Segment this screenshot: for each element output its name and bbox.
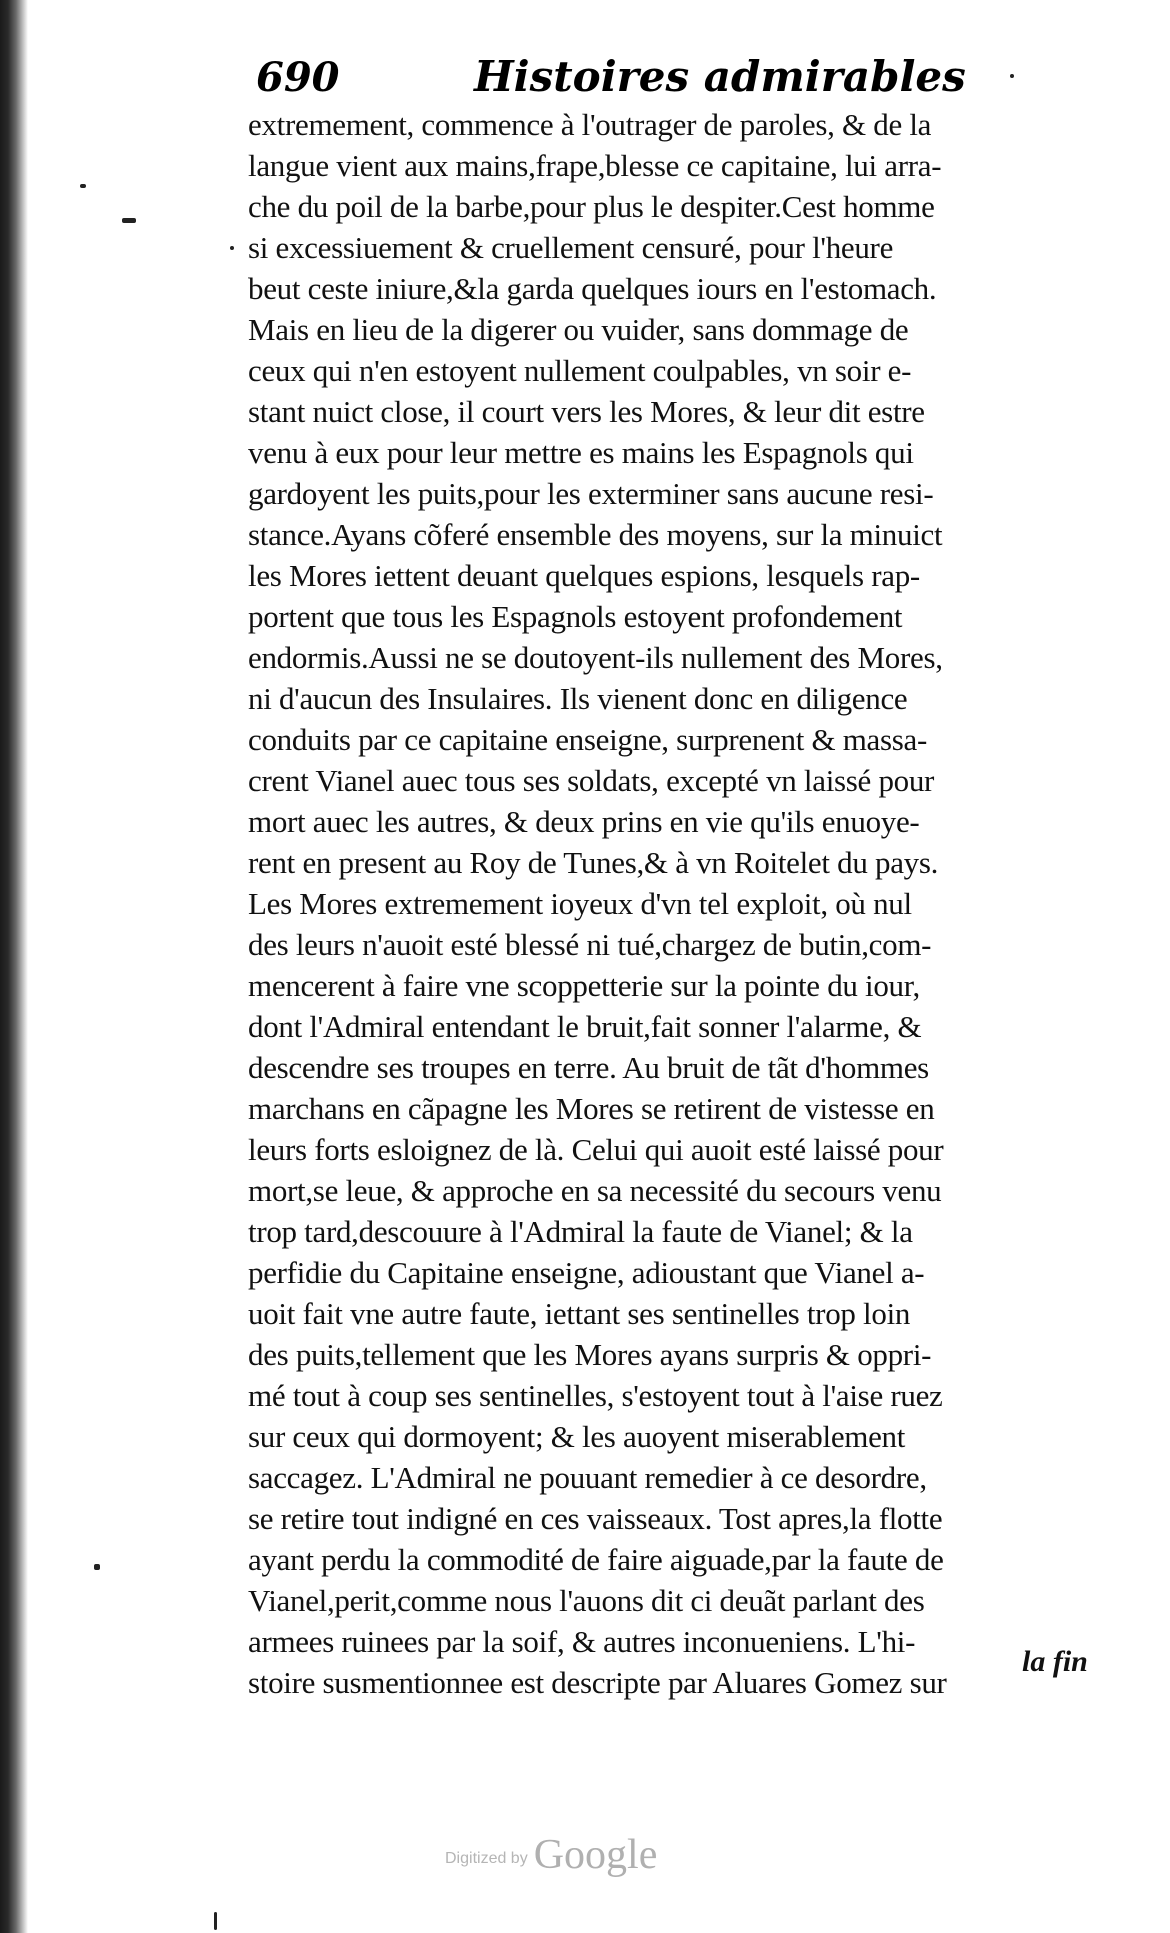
text-line: mencerent à faire vne scoppetterie sur la pointe du iour, — [248, 968, 920, 1003]
text-line: gardoyent les puits,pour les exterminer sans aucune resi- — [248, 476, 934, 511]
text-line: venu à eux pour leur mettre es mains les Espagnols qui — [248, 435, 914, 470]
digitization-watermark — [445, 1826, 735, 1876]
running-head: Histoires admirables — [474, 52, 966, 101]
text-line: des leurs n'auoit esté blessé ni tué,chargez de butin,com- — [248, 927, 932, 962]
text-line: mort,se leue, & approche en sa necessité du secours venu — [248, 1173, 942, 1208]
text-line: dont l'Admiral entendant le bruit,fait sonner l'alarme, & — [248, 1009, 922, 1044]
text-line: des puits,tellement que les Mores ayans surpris & oppri- — [248, 1337, 932, 1372]
text-line: endormis.Aussi ne se doutoyent-ils nullement des Mores, — [248, 640, 943, 675]
text-line: crent Vianel auec tous ses soldats, excepté vn laissé pour — [248, 763, 935, 798]
text-line: stant nuict close, il court vers les Mores, & leur dit estre — [248, 394, 925, 429]
text-line: perfidie du Capitaine enseigne, adioustant que Vianel a- — [248, 1255, 925, 1290]
text-line: che du poil de la barbe,pour plus le despiter.Cest homme — [248, 189, 935, 224]
text-line: conduits par ce capitaine enseigne, surprenent & massa- — [248, 722, 928, 757]
binding-gutter-shadow — [0, 0, 28, 1933]
text-line: descendre ses troupes en terre. Au bruit de tãt d'hommes — [248, 1050, 929, 1085]
text-line: ceux qui n'en estoyent nullement coulpables, vn soir e- — [248, 353, 912, 388]
page-header — [256, 48, 966, 108]
page-number: 690 — [256, 54, 340, 101]
text-line: saccagez. L'Admiral ne pouuant remedier à ce desordre, — [248, 1460, 927, 1495]
margin-mark — [94, 1564, 100, 1570]
text-line: stance.Ayans cõferé ensemble des moyens, sur la minuict — [248, 517, 943, 552]
margin-mark — [122, 218, 136, 223]
watermark-logo: Google — [533, 1832, 658, 1878]
text-line: leurs forts esloignez de là. Celui qui auoit esté laissé pour — [248, 1132, 944, 1167]
text-line: ayant perdu la commodité de faire aiguade,par la faute de — [248, 1542, 944, 1577]
margin-mark — [230, 246, 234, 250]
catchword: la fin — [1022, 1645, 1088, 1678]
text-line: se retire tout indigné en ces vaisseaux. Tost apres,la flotte — [248, 1501, 943, 1536]
margin-mark — [214, 1912, 217, 1930]
text-line: les Mores iettent deuant quelques espions, lesquels rap- — [248, 558, 920, 593]
text-line: uoit fait vne autre faute, iettant ses sentinelles trop loin — [248, 1296, 911, 1331]
text-line: si excessiuement & cruellement censuré, pour l'heure — [248, 230, 894, 265]
text-line: Vianel,perit,comme nous l'auons dit ci deuãt parlant des — [248, 1583, 925, 1618]
text-line: langue vient aux mains,frape,blesse ce capitaine, lui arra- — [248, 148, 942, 183]
text-line: Mais en lieu de la digerer ou vuider, sans dommage de — [248, 312, 909, 347]
text-line: portent que tous les Espagnols estoyent profondement — [248, 599, 903, 634]
margin-mark — [1010, 74, 1014, 78]
text-line: mé tout à coup ses sentinelles, s'estoyent tout à l'aise ruez — [248, 1378, 943, 1413]
text-line: sur ceux qui dormoyent; & les auoyent miserablement — [248, 1419, 906, 1454]
text-line: beut ceste iniure,&la garda quelques iours en l'estomach. — [248, 271, 937, 306]
text-line: trop tard,descouure à l'Admiral la faute de Vianel; & la — [248, 1214, 913, 1249]
margin-mark — [80, 184, 86, 188]
text-line: marchans en cãpagne les Mores se retirent de vistesse en — [248, 1091, 935, 1126]
text-line: armees ruinees par la soif, & autres inconueniens. L'hi- — [248, 1624, 916, 1659]
text-line: rent en present au Roy de Tunes,& à vn Roitelet du pays. — [248, 845, 939, 880]
body-text — [248, 104, 1118, 1703]
text-line: Les Mores extremement ioyeux d'vn tel exploit, où nul — [248, 886, 912, 921]
text-line: stoire susmentionnee est descripte par Aluares Gomez sur — [248, 1665, 947, 1700]
text-line: ni d'aucun des Insulaires. Ils vienent donc en diligence — [248, 681, 908, 716]
text-line: extremement, commence à l'outrager de paroles, & de la — [248, 107, 932, 142]
text-line: mort auec les autres, & deux prins en vie qu'ils enuoye- — [248, 804, 920, 839]
watermark-prefix: Digitized by — [445, 1850, 528, 1867]
